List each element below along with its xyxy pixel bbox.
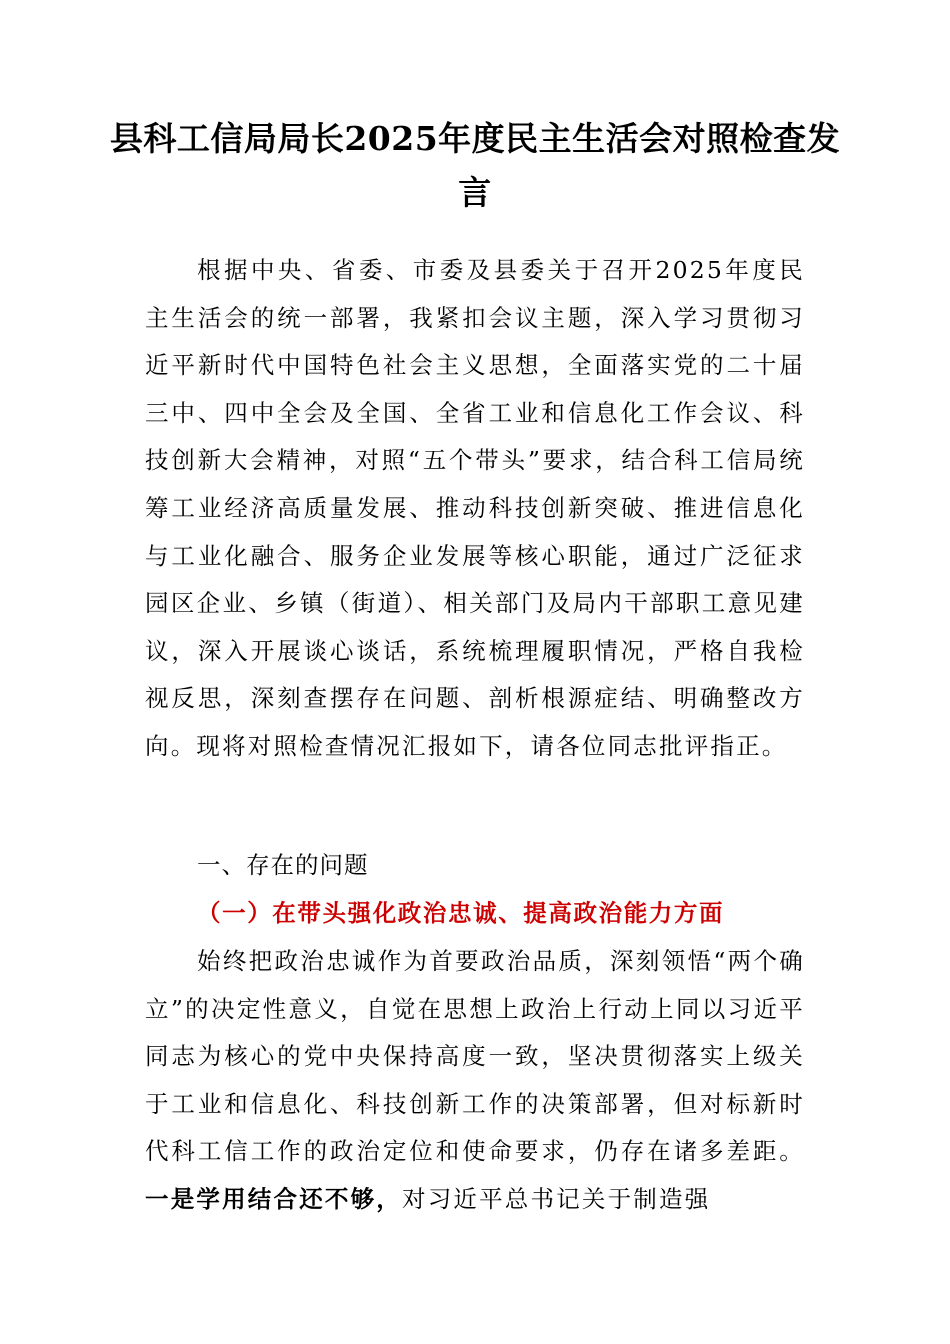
political-loyalty-paragraph	[145, 938, 805, 1224]
subsection-heading-political-loyalty: （一）在带头强化政治忠诚、提高政治能力方面	[197, 899, 725, 927]
paragraph-tail-text: 对习近平总书记关于制造强	[402, 1184, 711, 1213]
document-title: 县科工信局局长2025年度民主生活会对照检查发言	[109, 119, 841, 212]
intro-paragraph: 根据中央、省委、市委及县委关于召开2025年度民主生活会的统一部署，我紧扣会议主题，深入学习贯彻习近平新时代中国特色社会主义思想，全面落实党的二十届三中、四中全会及全国、全省工业和信息化工作会议、科技创新大会精神，对照“五个带头”要求，结合科工信局统筹工业经济高质量发展、推动科技创新突破、推进信息化与工业化融合、服务企业发展等核心职能，通过广泛征求园区企业、乡镇（街道）、相关部门及局内干部职工意见建议，深入开展谈心谈话，系统梳理履职情况，严格自我检视反思，深刻查摆存在问题、剖析根源症结、明确整改方向。现将对照检查情况汇报如下，请各位同志批评指正。	[145, 256, 805, 760]
section-heading-problems: 一、存在的问题	[197, 851, 369, 879]
paragraph-main-text: 始终把政治忠诚作为首要政治品质，深刻领悟“两个确立”的决定性意义，自觉在思想上政治上行动上同以习近平同志为核心的党中央保持高度一致，坚决贯彻落实上级关于工业和信息化、科技创新工作的决策部署，但对标新时代科工信工作的政治定位和使命要求，仍存在诸多差距。	[145, 947, 805, 1166]
paragraph-bold-lead: 一是学用结合还不够，	[145, 1184, 402, 1213]
